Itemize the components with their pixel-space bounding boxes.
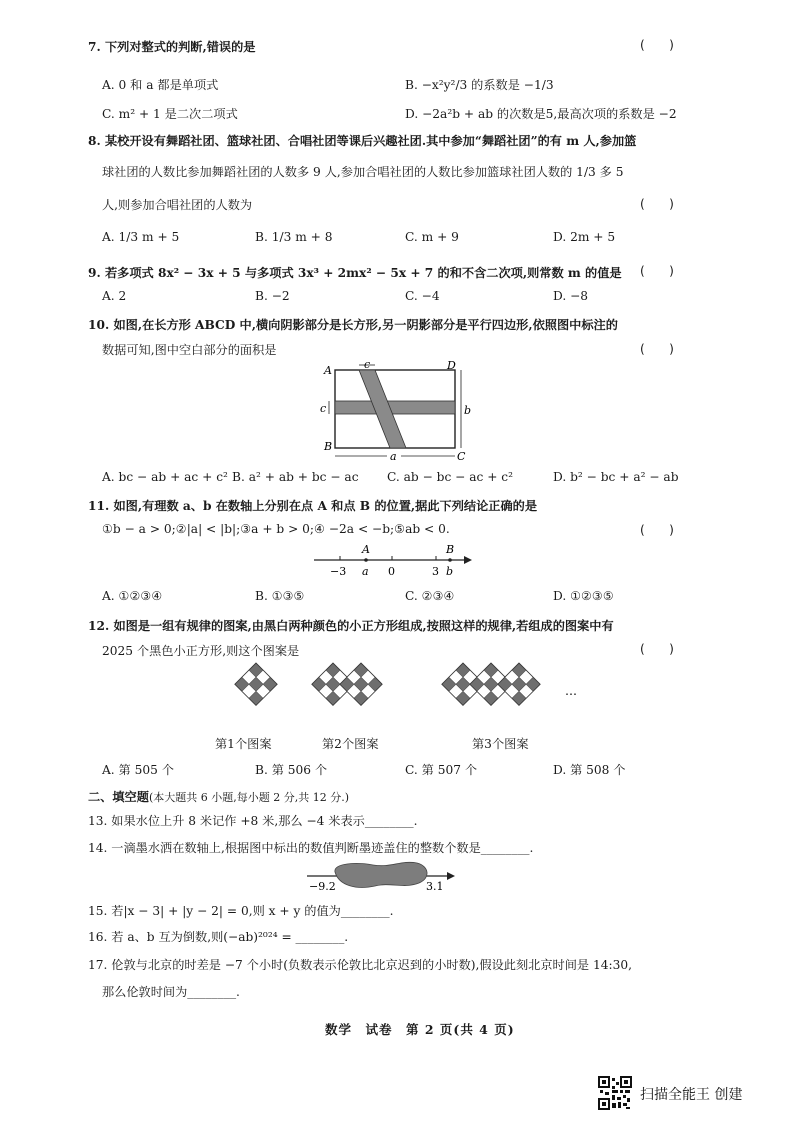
q7-option-c: C. m² + 1 是二次二项式 [102, 107, 238, 121]
q7-option-b: B. −x²y²/3 的系数是 −1/3 [405, 78, 554, 92]
q9-option-c: C. −4 [405, 289, 440, 303]
q12-option-c: C. 第 507 个 [405, 763, 478, 777]
pattern-ellipsis: … [565, 684, 577, 698]
q13: 13. 如果水位上升 8 米记作 +8 米,那么 −4 米表示________. [88, 814, 418, 828]
q12-answer-paren: ( ) [640, 642, 674, 656]
q9-answer-paren: ( ) [640, 264, 674, 278]
q12-option-a: A. 第 505 个 [102, 763, 174, 777]
q9-option-d: D. −8 [553, 289, 589, 303]
q17-line2: 那么伦敦时间为________. [102, 985, 240, 999]
vertex-a: A [324, 364, 332, 377]
q7-option-d: D. −2a²b + ab 的次数是5,最高次项的系数是 −2 [405, 107, 677, 121]
q17-line1: 17. 伦敦与北京的时差是 −7 个小时(负数表示伦敦比北京迟到的小时数),假设此刻北京时间是 14:30, [88, 958, 632, 972]
q12-line2: 2025 个黑色小正方形,则这个图案是 [102, 644, 300, 658]
tick-minus-3: −3 [330, 565, 347, 578]
q10-option-b: B. a² + ab + bc − ac [232, 470, 359, 484]
q14-ink-number-line [305, 858, 455, 894]
tick-zero: 0 [388, 565, 395, 578]
section-2-note: (本大题共 6 小题,每小题 2 分,共 12 分.) [148, 791, 349, 804]
point-b-label: B [446, 543, 455, 556]
point-b [448, 558, 452, 562]
section-2-title: 二、填空题 [88, 790, 149, 804]
q8-option-b: B. 1/3 m + 8 [255, 230, 333, 244]
q8-line3: 人,则参加合唱社团的人数为 [102, 198, 253, 212]
q12-option-d: D. 第 508 个 [553, 763, 626, 777]
label-b: b [464, 404, 472, 417]
q11-option-d: D. ①②③⑤ [553, 589, 614, 603]
q8-option-c: C. m + 9 [405, 230, 459, 244]
vertex-d: D [447, 360, 456, 372]
section-2-heading [88, 788, 349, 805]
q10-option-d: D. b² − bc + a² − ab [553, 470, 679, 484]
q11-number-line [312, 540, 472, 582]
pattern-3 [442, 663, 540, 705]
q11-line2: ①b − a > 0;②|a| < |b|;③a + b > 0;④ −2a < −b;⑤ab < 0. [102, 522, 450, 536]
q7-option-a: A. 0 和 a 都是单项式 [102, 78, 219, 92]
point-a [364, 558, 368, 562]
q7-answer-paren: ( ) [640, 38, 674, 52]
ink-blot [335, 862, 427, 887]
pattern-3-caption: 第3个图案 [472, 737, 529, 751]
point-a-label: A [362, 543, 370, 556]
q16: 16. 若 a、b 互为倒数,则(−ab)²⁰²⁴ = ________. [88, 930, 349, 944]
q12-option-b: B. 第 506 个 [255, 763, 328, 777]
q12-pattern-figure [195, 655, 595, 737]
ink-right-value: 3.1 [426, 880, 444, 893]
tick-b: b [446, 565, 454, 578]
qr-code-icon [598, 1076, 632, 1110]
vertex-b: B [324, 440, 333, 453]
q9-stem: 9. 若多项式 8x² − 3x + 5 与多项式 3x³ + 2mx² − 5x + 7 的和不含二次项,则常数 m 的值是 [88, 266, 622, 280]
label-c-top: c [364, 360, 371, 371]
q10-option-a: A. bc − ab + ac + c² [102, 470, 228, 484]
ink-left-value: −9.2 [309, 880, 336, 893]
q8-line1: 8. 某校开设有舞蹈社团、篮球社团、合唱社团等课后兴趣社团.其中参加“舞蹈社团”的有 m 人,参加篮 [88, 134, 637, 148]
q11-answer-paren: ( ) [640, 523, 674, 537]
q10-option-c: C. ab − bc − ac + c² [387, 470, 514, 484]
q10-rectangle-figure [315, 360, 475, 470]
pattern-2-caption: 第2个图案 [322, 737, 379, 751]
vertex-c: C [457, 450, 466, 463]
pattern-1 [235, 663, 277, 705]
q12-line1: 12. 如图是一组有规律的图案,由黑白两种颜色的小正方形组成,按照这样的规律,若组成的图案中有 [88, 619, 614, 633]
q10-line1: 10. 如图,在长方形 ABCD 中,横向阴影部分是长方形,另一阴影部分是平行四边形,依照图中标注的 [88, 318, 618, 332]
q8-line2: 球社团的人数比参加舞蹈社团的人数多 9 人,参加合唱社团的人数比参加篮球社团人数的 1/3 多 5 [102, 165, 624, 179]
q14-stem: 14. 一滴墨水洒在数轴上,根据图中标出的数值判断墨迹盖住的整数个数是________. [88, 841, 534, 855]
q10-answer-paren: ( ) [640, 342, 674, 356]
label-c-left: c [320, 402, 327, 415]
q8-answer-paren: ( ) [640, 197, 674, 211]
q11-option-b: B. ①③⑤ [255, 589, 305, 603]
q11-option-a: A. ①②③④ [102, 589, 163, 603]
page-footer: 数学 试卷 第 2 页(共 4 页) [325, 1022, 515, 1037]
scanner-watermark: 扫描全能王 创建 [640, 1087, 743, 1103]
q11-line1: 11. 如图,有理数 a、b 在数轴上分别在点 A 和点 B 的位置,据此下列结论正确的是 [88, 499, 538, 513]
q9-option-b: B. −2 [255, 289, 290, 303]
label-a: a [390, 450, 397, 463]
q8-option-d: D. 2m + 5 [553, 230, 616, 244]
horizontal-shaded-band [335, 401, 455, 414]
pattern-2 [312, 663, 382, 705]
tick-three: 3 [432, 565, 439, 578]
q10-line2: 数据可知,图中空白部分的面积是 [102, 343, 277, 357]
q11-option-c: C. ②③④ [405, 589, 455, 603]
q9-option-a: A. 2 [102, 289, 127, 303]
q7-stem: 7. 下列对整式的判断,错误的是 [88, 40, 256, 54]
pattern-1-caption: 第1个图案 [215, 737, 272, 751]
tick-a: a [362, 565, 369, 578]
q15: 15. 若|x − 3| + |y − 2| = 0,则 x + y 的值为________. [88, 904, 394, 918]
q8-option-a: A. 1/3 m + 5 [102, 230, 180, 244]
